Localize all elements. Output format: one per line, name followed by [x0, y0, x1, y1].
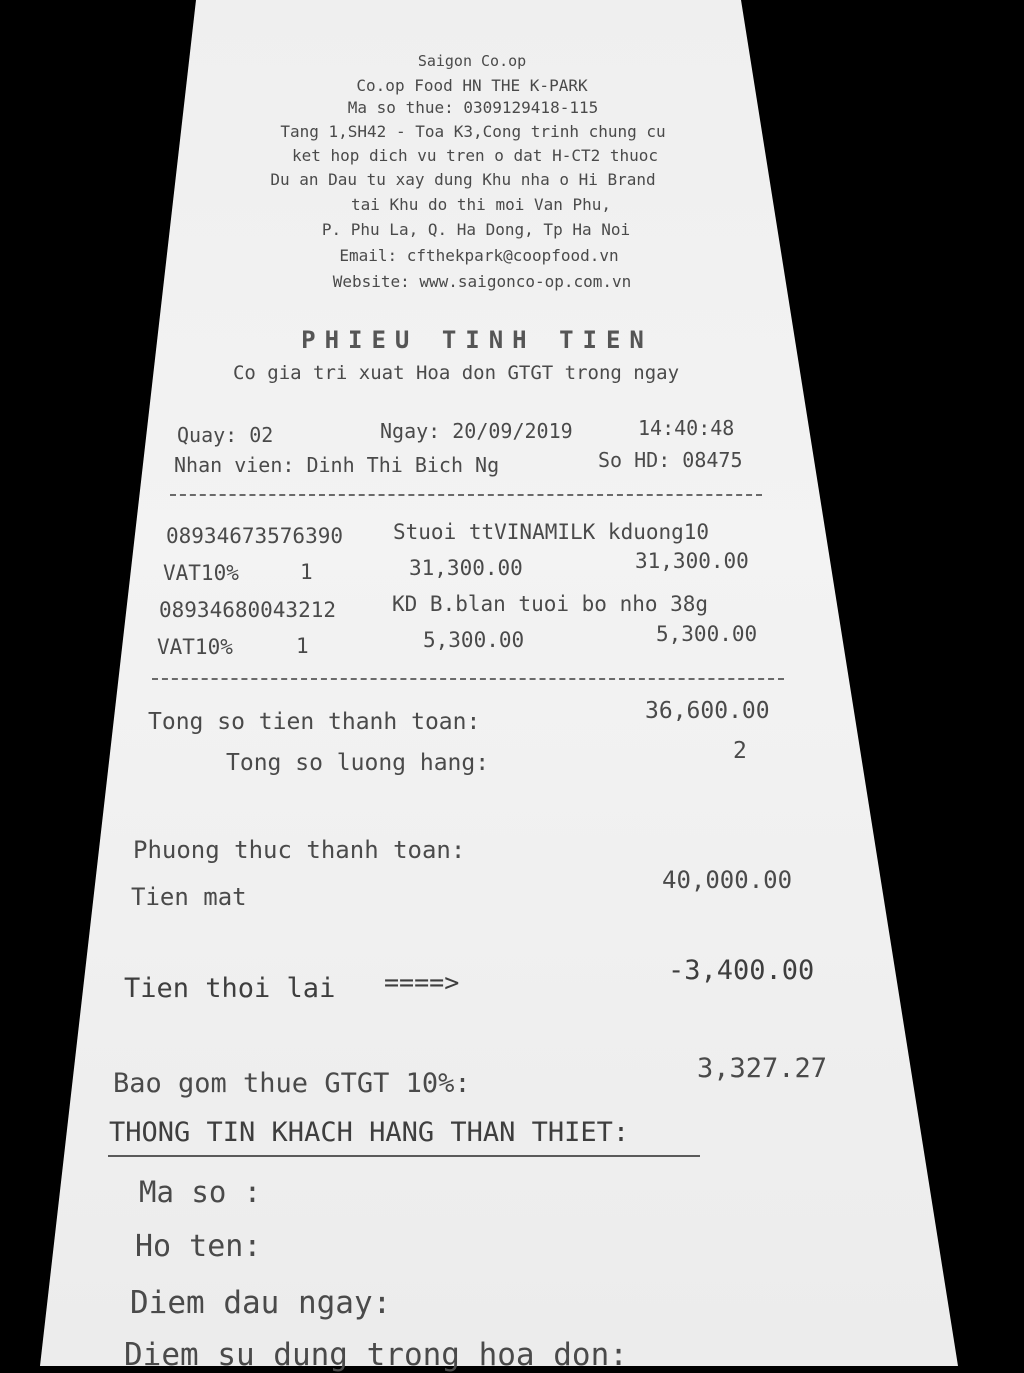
item-name: KD B.blan tuoi bo nho 38g: [392, 592, 709, 616]
loyalty-heading: THONG TIN KHACH HANG THAN THIET:: [109, 1117, 630, 1148]
item-unit-price: 31,300.00: [409, 556, 523, 580]
store-address-line: ket hop dich vu tren o dat H-CT2 thuoc: [291, 146, 659, 165]
payment-method-label: Phuong thuc thanh toan:: [133, 836, 466, 864]
quantity-value: 2: [733, 738, 747, 764]
item-name: Stuoi ttVINAMILK kduong10: [393, 520, 710, 544]
change-value: -3,400.00: [668, 955, 815, 986]
loyalty-heading-underline: [108, 1155, 700, 1157]
counter-label: Quay: 02: [177, 423, 274, 447]
cash-value: 40,000.00: [662, 866, 793, 894]
receipt-time: 14:40:48: [638, 416, 735, 440]
item-qty: 1: [296, 634, 309, 658]
store-website: Website: www.saigonco-op.com.vn: [332, 272, 632, 291]
loyalty-points-start-label: Diem dau ngay:: [130, 1285, 392, 1321]
store-company: Saigon Co.op: [417, 52, 527, 70]
store-address-line: Tang 1,SH42 - Toa K3,Cong trinh chung cu: [280, 122, 666, 141]
store-address-line: Du an Dau tu xay dung Khu nha o Hi Brand: [270, 170, 656, 189]
quantity-label: Tong so luong hang:: [226, 750, 490, 776]
receipt-date: Ngay: 20/09/2019: [380, 419, 573, 443]
change-label: Tien thoi lai: [124, 973, 336, 1004]
item-vat: VAT10%: [157, 635, 233, 659]
store-tax-code: Ma so thue: 0309129418-115: [347, 98, 599, 117]
item-qty: 1: [300, 560, 313, 584]
invoice-number: So HD: 08475: [598, 448, 743, 472]
staff-name: Nhan vien: Dinh Thi Bich Ng: [174, 453, 500, 477]
store-address-line: P. Phu La, Q. Ha Dong, Tp Ha Noi: [321, 220, 631, 239]
item-vat: VAT10%: [163, 561, 239, 585]
receipt-subtitle: Co gia tri xuat Hoa don GTGT trong ngay: [232, 362, 680, 384]
cash-label: Tien mat: [131, 883, 247, 911]
item-code: 08934673576390: [166, 524, 344, 548]
total-value: 36,600.00: [645, 698, 770, 724]
vat-included-label: Bao gom thue GTGT 10%:: [113, 1068, 471, 1099]
receipt-title: PHIEU TINH TIEN: [301, 326, 653, 354]
item-unit-price: 5,300.00: [423, 628, 525, 652]
item-code: 08934680043212: [159, 598, 337, 622]
loyalty-points-used-label: Diem su dung trong hoa don:: [124, 1337, 628, 1373]
loyalty-id-label: Ma so :: [139, 1175, 262, 1209]
divider: [152, 678, 784, 680]
loyalty-name-label: Ho ten:: [135, 1229, 262, 1264]
store-branch: Co.op Food HN THE K-PARK: [356, 76, 588, 95]
store-address-line: tai Khu do thi moi Van Phu,: [350, 195, 612, 214]
divider: [170, 494, 762, 496]
change-arrow: ====>: [384, 968, 460, 997]
vat-included-value: 3,327.27: [697, 1053, 828, 1084]
item-amount: 31,300.00: [635, 549, 749, 573]
store-email: Email: cfthekpark@coopfood.vn: [339, 246, 619, 265]
item-amount: 5,300.00: [656, 622, 758, 646]
total-label: Tong so tien thanh toan:: [148, 709, 481, 735]
